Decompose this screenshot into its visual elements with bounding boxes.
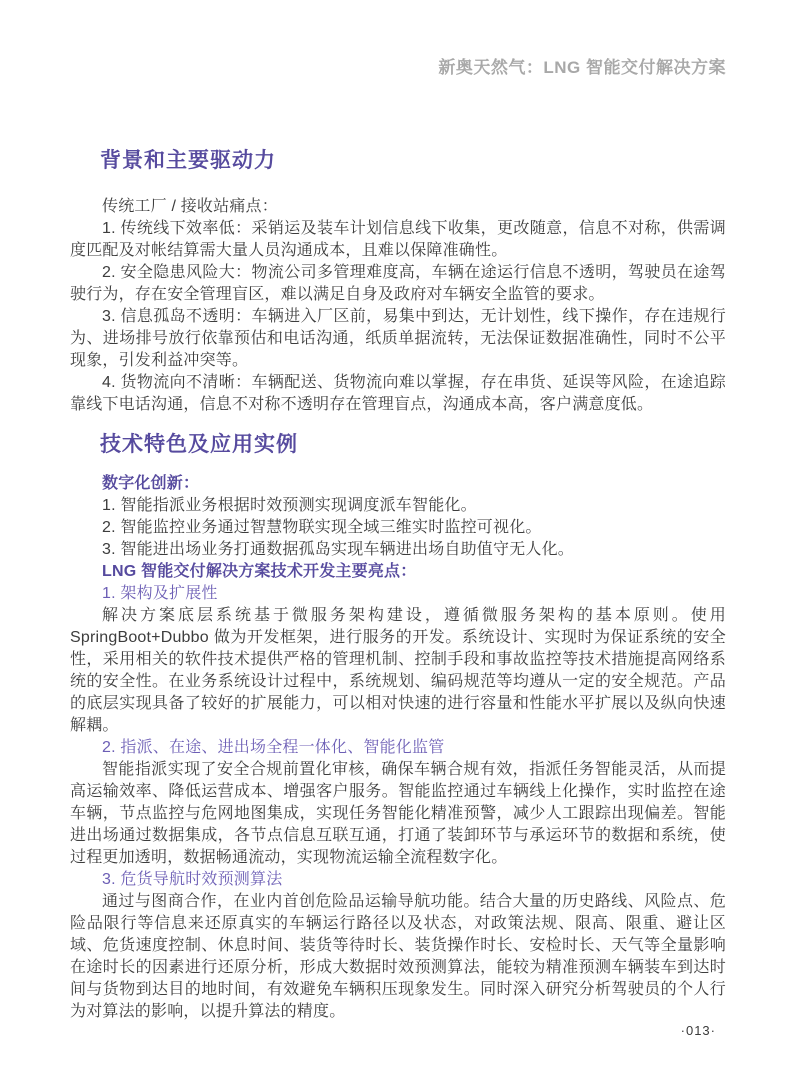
highlight-body-navigation-algorithm: 通过与图商合作，在业内首创危险品运输导航功能。结合大量的历史路线、风险点、危险品限行等信息来还原真实的车辆运行路径以及状态，对政策法规、限高、限重、避让区域、危货速度控制、休息时间、装货等待时长、装货操作时长、安检时长、天气等全量影响在途时长的因素进行还原分析，形成大数据时效预测算法，能较为精准预测车辆装车到达时间与货物到达目的地时间，有效避免车辆积压现象发生。同时深入研究分析驾驶员的个人行为对算法的影响，以提升算法的精度。 — [70, 893, 726, 1020]
highlight-subtitle-integrated-supervision: 2. 指派、在途、进出场全程一体化、智能化监管 — [102, 739, 445, 756]
digital-innovation-item-1: 1. 智能指派业务根据时效预测实现调度派车智能化。 — [102, 497, 477, 514]
highlight-body-architecture: 解决方案底层系统基于微服务架构建设，遵循微服务架构的基本原则。使用 SpringBoot+Dubbo 做为开发框架，进行服务的开发。系统设计、实现时为保证系统的安全性，采用相关的软件技术提供严格的管理机制、控制手段和事故监控等技术措施提高网络系统的安全性。在业务系统设计过程中，系统规划、编码规范等均遵从一定的安全规范。产品的底层实现具备了较好的扩展能力，可以相对快速的进行容量和性能水平扩展以及纵向快速解耦。 — [70, 607, 726, 734]
pain-point-item-3: 3. 信息孤岛不透明：车辆进入厂区前，易集中到达，无计划性，线下操作，存在违规行为、进场排号放行依靠预估和电话沟通，纸质单据流转，无法保证数据准确性，同时不公平现象，引发利益冲突等。 — [70, 308, 726, 369]
digital-innovation-item-3: 3. 智能进出场业务打通数据孤岛实现车辆进出场自助值守无人化。 — [102, 541, 574, 558]
highlight-subtitle-navigation-algorithm: 3. 危货导航时效预测算法 — [102, 871, 283, 888]
highlight-subtitle-architecture: 1. 架构及扩展性 — [102, 585, 218, 602]
page-header-title: 新奥天然气：LNG 智能交付解决方案 — [438, 58, 726, 77]
pain-point-item-2: 2. 安全隐患风险大：物流公司多管理难度高，车辆在途运行信息不透明，驾驶员在途驾驶行为，存在安全管理盲区，难以满足自身及政府对车辆安全监管的要求。 — [70, 264, 726, 303]
pain-point-item-4: 4. 货物流向不清晰：车辆配送、货物流向难以掌握，存在串货、延误等风险，在途追踪靠线下电话沟通，信息不对称不透明存在管理盲点，沟通成本高，客户满意度低。 — [70, 374, 726, 413]
page-header — [70, 57, 726, 79]
digital-innovation-item-2: 2. 智能监控业务通过智慧物联实现全域三维实时监控可视化。 — [102, 519, 542, 536]
pain-point-item-1: 1. 传统线下效率低：采销运及装车计划信息线下收集，更改随意，信息不对称，供需调度匹配及对帐结算需大量人员沟通成本，且难以保障准确性。 — [70, 220, 726, 259]
pain-points-intro: 传统工厂 / 接收站痛点： — [102, 198, 278, 215]
digital-innovation-heading: 数字化创新： — [102, 475, 200, 492]
section-title-tech-features: 技术特色及应用实例 — [100, 433, 298, 456]
page-number: ·013· — [680, 1023, 716, 1038]
highlight-body-integrated-supervision: 智能指派实现了安全合规前置化审核，确保车辆合规有效，指派任务智能灵活，从而提高运输效率、降低运营成本、增强客户服务。智能监控通过车辆线上化操作，实时监控在途车辆，节点监控与危网地图集成，实现任务智能化精准预警，减少人工跟踪出现偏差。智能进出场通过数据集成，各节点信息互联互通，打通了装卸环节与承运环节的数据和系统，使过程更加透明，数据畅通流动，实现物流运输全流程数字化。 — [70, 761, 726, 866]
highlights-heading: LNG 智能交付解决方案技术开发主要亮点： — [102, 563, 417, 580]
section-title-background-drivers: 背景和主要驱动力 — [100, 149, 276, 172]
